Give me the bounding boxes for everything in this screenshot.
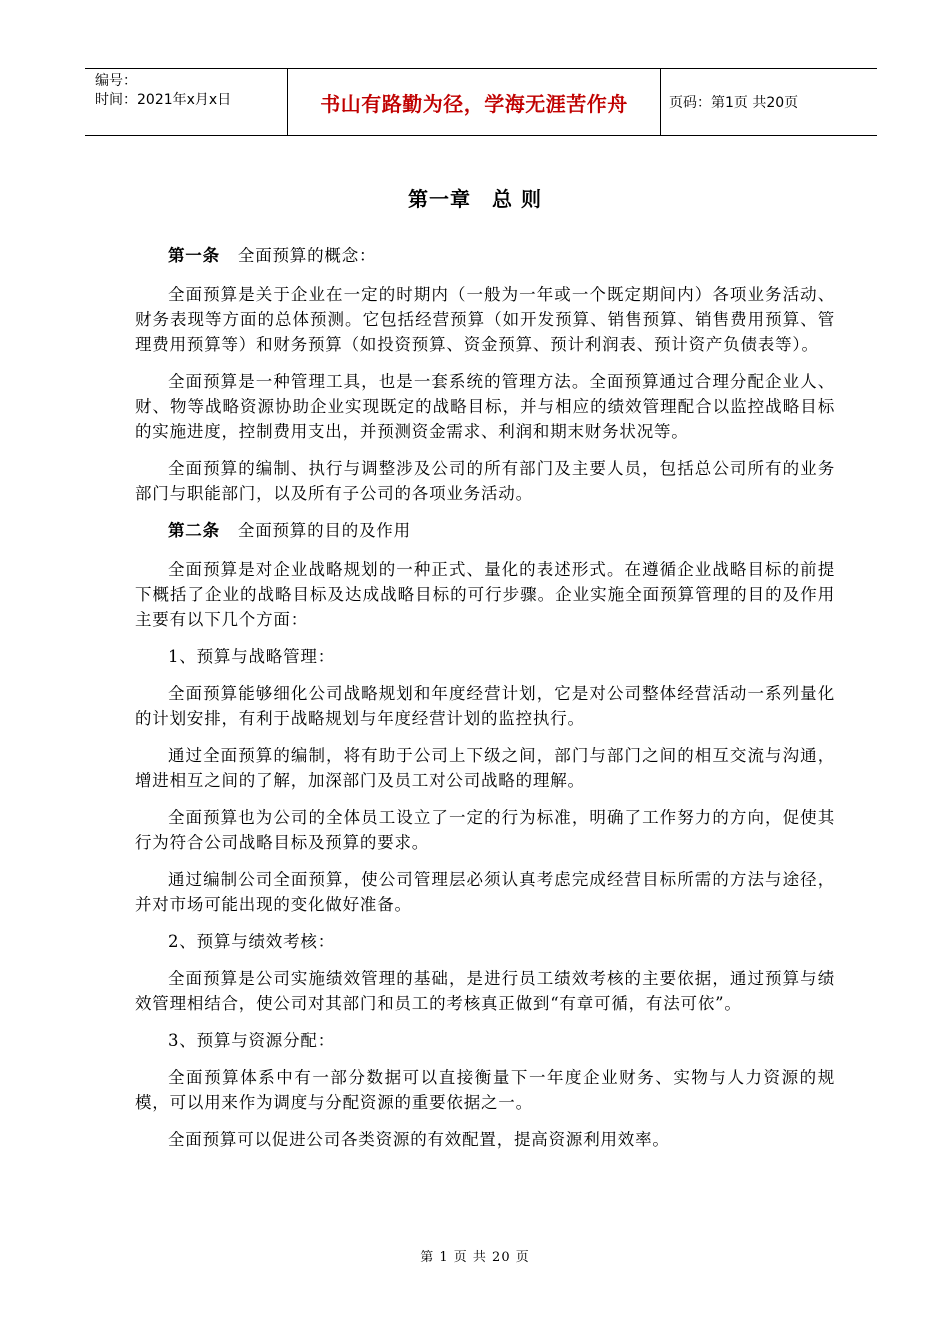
header-page-info: 页码：第1页 共20页	[669, 95, 799, 111]
paragraph: 全面预算是公司实施绩效管理的基础，是进行员工绩效考核的主要依据，通过预算与绩效管理相结合，使公司对其部门和员工的考核真正做到“有章可循，有法可依”。	[135, 969, 835, 1013]
paragraph: 通过编制公司全面预算，使公司管理层必须认真考虑完成经营目标所需的方法与途径，并对市场可能出现的变化做好准备。	[135, 870, 835, 914]
paragraph: 全面预算是关于企业在一定的时期内（一般为一年或一个既定期间内）各项业务活动、财务表现等方面的总体预测。它包括经营预算（如开发预算、销售预算、销售费用预算、管理费用预算等）和财务预算（如投资预算、资金预算、预计利润表、预计资产负债表等）。	[135, 285, 835, 354]
paragraph: 全面预算是对企业战略规划的一种正式、量化的表述形式。在遵循企业战略目标的前提下概括了企业的战略目标及达成战略目标的可行步骤。企业实施全面预算管理的目的及作用主要有以下几个方面：	[135, 560, 835, 629]
section-heading-2: 2、预算与绩效考核：	[168, 932, 335, 951]
paragraph: 全面预算的编制、执行与调整涉及公司的所有部门及主要人员，包括总公司所有的业务部门与职能部门，以及所有子公司的各项业务活动。	[135, 459, 835, 503]
paragraph: 全面预算体系中有一部分数据可以直接衡量下一年度企业财务、实物与人力资源的规模，可以用来作为调度与分配资源的重要依据之一。	[135, 1068, 835, 1112]
document-body	[135, 243, 835, 1164]
paragraph: 全面预算可以促进公司各类资源的有效配置，提高资源利用效率。	[168, 1130, 670, 1149]
header-meta	[85, 69, 287, 135]
time-label: 时间：2021年x月x日	[95, 92, 232, 108]
number-label: 编号：	[95, 73, 137, 89]
page-footer: 第 1 页 共 20 页	[420, 1250, 530, 1265]
article-2	[135, 518, 835, 543]
chapter-title: 第一章 总 则	[408, 187, 542, 211]
paragraph: 通过全面预算的编制，将有助于公司上下级之间，部门与部门之间的相互交流与沟通，增进相互之间的了解，加深部门及员工对公司战略的理解。	[135, 746, 835, 790]
paragraph: 全面预算是一种管理工具，也是一套系统的管理方法。全面预算通过合理分配企业人、财、物等战略资源协助企业实现既定的战略目标，并与相应的绩效管理配合以监控战略目标的实施进度，控制费用支出，并预测资金需求、利润和期末财务状况等。	[135, 372, 835, 441]
article-1-text: 全面预算的概念：	[237, 246, 377, 265]
article-2-label: 第二条	[168, 521, 220, 540]
paragraph: 全面预算能够细化公司战略规划和年度经营计划，它是对公司整体经营活动一系列量化的计划安排，有利于战略规划与年度经营计划的监控执行。	[135, 684, 835, 728]
article-1	[135, 243, 835, 268]
paragraph: 全面预算也为公司的全体员工设立了一定的行为标准，明确了工作努力的方向，促使其行为符合公司战略目标及预算的要求。	[135, 808, 835, 852]
section-heading-3: 3、预算与资源分配：	[168, 1031, 335, 1050]
article-1-label: 第一条	[168, 246, 220, 265]
header-table	[85, 68, 877, 136]
article-2-text: 全面预算的目的及作用	[237, 521, 411, 540]
header-motto: 书山有路勤为径，学海无涯苦作舟	[287, 69, 661, 135]
section-heading-1: 1、预算与战略管理：	[168, 647, 335, 666]
